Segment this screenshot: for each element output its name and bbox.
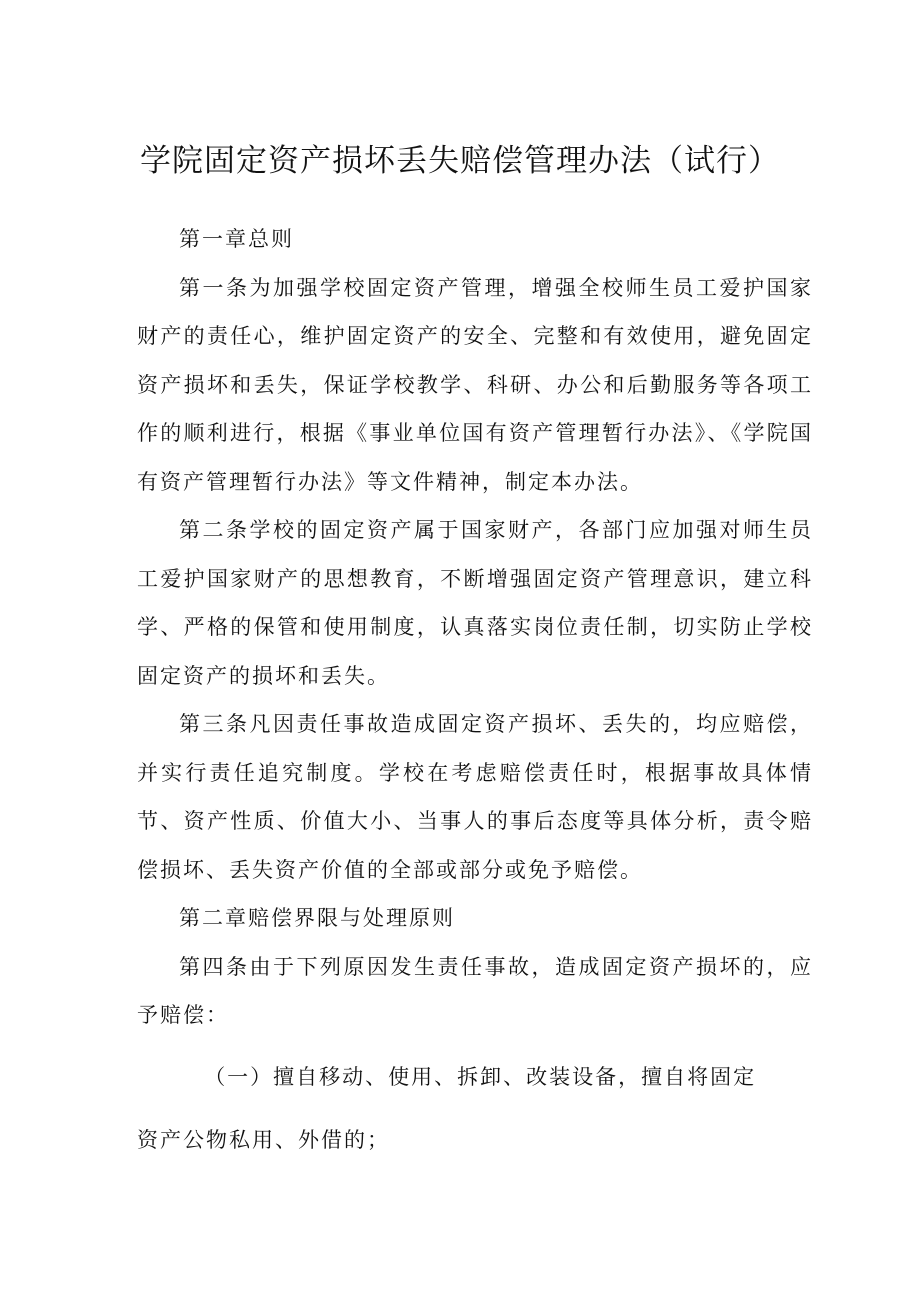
article-1: 第一条为加强学校固定资产管理，增强全校师生员工爱护国家财产的责任心，维护固定资产的安全、完整和有效使用，避免固定资产损坏和丢失，保证学校教学、科研、办公和后勤服务等各项工作的顺利进行，根据《事业单位国有资产管理暂行办法》、《学院国有资产管理暂行办法》等文件精神，制定本办法。 (137, 275, 813, 494)
article-4-item-1-line-2: 资产公物私用、外借的； (137, 1127, 390, 1152)
document-body (137, 215, 813, 1169)
document-title: 学院固定资产损坏丢失赔偿管理办法（试行） (140, 143, 780, 179)
article-2: 第二条学校的固定资产属于国家财产，各部门应加强对师生员工爱护国家财产的思想教育，不断增强固定资产管理意识，建立科学、严格的保管和使用制度，认真落实岗位责任制，切实防止学校固定资产的损坏和丢失。 (137, 518, 813, 688)
article-4: 第四条由于下列原因发生责任事故，造成固定资产损坏的，应予赔偿： (137, 954, 813, 1027)
chapter-2-heading: 第二章赔偿界限与处理原则 (179, 906, 455, 930)
chapter-1-heading: 第一章总则 (179, 227, 294, 251)
article-4-item-1-line-1: （一）擅自移动、使用、拆卸、改装设备，擅自将固定 (204, 1064, 757, 1089)
article-3: 第三条凡因责任事故造成固定资产损坏、丢失的，均应赔偿，并实行责任追究制度。学校在考虑赔偿责任时，根据事故具体情节、资产性质、价值大小、当事人的事后态度等具体分析，责令赔偿损坏、丢失资产价值的全部或部分或免予赔偿。 (137, 712, 813, 882)
